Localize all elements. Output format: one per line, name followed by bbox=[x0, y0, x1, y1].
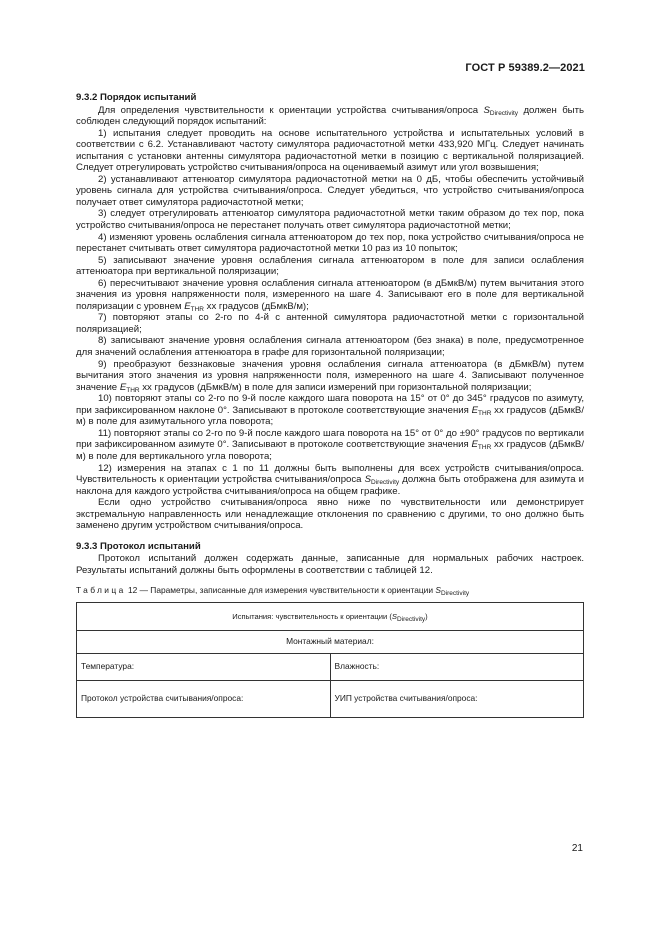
subscript-thr: THR bbox=[478, 409, 492, 417]
intro-text-b: должен быть соблюден следующий порядок испытаний: bbox=[76, 104, 584, 128]
item-12-text-b: должна быть отображена для азимута и наклона для каждого устройства считывания/опроса на общем графике. bbox=[76, 474, 584, 497]
subscript-directivity: Directivity bbox=[371, 479, 400, 487]
table-row bbox=[77, 602, 584, 630]
table-row bbox=[77, 680, 584, 717]
table-row bbox=[77, 653, 584, 680]
symbol-e: E bbox=[471, 439, 478, 451]
item-12-text-a: 12) измерения на этапах с 1 по 11 должны быть выполнены для всех устройств считывания/опроса. Чувствительность к ориентации устройства считывания/опроса bbox=[76, 462, 584, 486]
paragraph-protocol: Протокол испытаний должен содержать данные, записанные для нормальных рабочих настроек. Результаты испытаний должны быть оформлены в соответствии с таблицей 12. bbox=[76, 553, 584, 576]
list-item-8: 8) записывают значение уровня ослабления сигнала аттенюатором (без знака) в поле, предусмотренное для значений ослабления аттенюатора в графе для горизонтальной поляризации; bbox=[76, 335, 584, 359]
list-item-12 bbox=[76, 463, 584, 498]
list-item-5: 5) записывают значение уровня ослабления сигнала аттенюатором в поле для записи ослабления аттенюатора при вертикальной поляризации; bbox=[76, 254, 584, 278]
list-item-6 bbox=[76, 278, 584, 313]
table-cell-reader-protocol: Протокол устройства считывания/опроса: bbox=[77, 680, 331, 717]
list-item-2: 2) устанавливают аттенюатор симулятора радиочастотной метки на 0 дБ, чтобы обеспечить устойчивый уровень сигнала для устройства считывания/опроса. Следует убедиться, что устройство считывания/опроса получает ответ симулятора радиочастотной метки; bbox=[76, 173, 584, 208]
table-cell-temperature: Температура: bbox=[77, 653, 331, 680]
symbol-s: S bbox=[364, 474, 372, 486]
page-content bbox=[76, 92, 584, 718]
table-cell-test-type bbox=[77, 602, 584, 630]
item-6-text-a: 6) пересчитывают значение уровня ослабления сигнала аттенюатором (в дБмкВ/м) путем вычитания этого значения из уровня напряженности поля, измеренного на шаге 4. Записывают его в поле для вертикальной поляризации с уровнем bbox=[76, 277, 584, 312]
symbol-e: E bbox=[184, 300, 191, 312]
item-10-text-b: xx градусов (дБмкВ/м) в поле для азимутального угла поворота; bbox=[76, 404, 584, 428]
subscript-thr: THR bbox=[126, 386, 140, 394]
symbol-e: E bbox=[119, 381, 127, 393]
list-item-4: 4) изменяют уровень ослабления сигнала аттенюатором до тех пор, пока устройство считывания/опроса не перестанет считывать ответ симулятора радиочастотной метки 10 раз из 10 попыток; bbox=[76, 231, 584, 255]
table-caption-text: 12 — Параметры, записанные для измерения чувствительности к ориентации bbox=[125, 585, 436, 596]
intro-text-a: Для определения чувствительности к ориентации устройства считывания/опроса bbox=[98, 104, 484, 116]
item-11-text-a: 11) повторяют этапы со 2-го по 9-й после каждого шага поворота на 15° от 0° до ±90° градусов по вертикали при зафиксированном азимуте 0°. Записывают в протоколе соответствующие значения bbox=[76, 427, 584, 451]
list-item-1: 1) испытания следует проводить на основе испытательного устройства и испытательных условий в соответствии с 6.2. Устанавливают частоту симулятора радиочастотной метки 433,920 МГц. Следует начинать испытания с установки антенны симулятора радиочастотной метки в позицию с вертикальной поляризацией. Следует отрегулировать устройство считывания/опроса на оцениваемый азимут или угол возвышения; bbox=[76, 127, 584, 174]
list-item-3: 3) следует отрегулировать аттенюатор симулятора радиочастотной метки таким образом до тех пор, пока устройство считывания/опроса не перестанет получать ответ симулятора радиочастотной метки; bbox=[76, 208, 584, 232]
list-item-11 bbox=[76, 428, 584, 463]
subscript-directivity: Directivity bbox=[396, 615, 426, 623]
subscript-directivity: Directivity bbox=[489, 109, 519, 117]
document-code: ГОСТ Р 59389.2—2021 bbox=[465, 62, 585, 74]
item-9-text-b: xx градусов (дБмкВ/м) в поле для записи измерений при горизонтальной поляризации; bbox=[139, 381, 532, 393]
table-caption bbox=[76, 585, 584, 597]
symbol-e: E bbox=[471, 404, 479, 416]
subscript-thr: THR bbox=[477, 444, 492, 452]
list-item-10 bbox=[76, 393, 584, 428]
test-type-text: Испытания: чувствительность к ориентации ( bbox=[232, 611, 392, 621]
item-11-text-b: xx градусов (дБмкВ/м) в поле для вертикального угла поворота; bbox=[76, 439, 584, 462]
section-heading-9-3-3: 9.3.3 Протокол испытаний bbox=[76, 540, 201, 552]
table-cell-mounting-material: Монтажный материал: bbox=[77, 630, 584, 653]
subscript-thr: THR bbox=[190, 305, 204, 313]
table-cell-reader-uip: УИП устройства считывания/опроса: bbox=[330, 680, 584, 717]
list-item-9 bbox=[76, 359, 584, 394]
symbol-s: S bbox=[483, 104, 490, 116]
symbol-s: S bbox=[391, 611, 397, 621]
table-row bbox=[77, 630, 584, 653]
table-caption-word: Таблица bbox=[76, 585, 126, 596]
parameters-table bbox=[76, 602, 584, 718]
section-heading-9-3-2: 9.3.2 Порядок испытаний bbox=[76, 92, 197, 103]
item-10-text-a: 10) повторяют этапы со 2-го по 9-й после каждого шага поворота на 15° от 0° до 345° градусов по азимуту, при зафиксированном наклоне 0°. Записывают в протоколе соответствующие значения bbox=[76, 393, 584, 416]
test-type-close: ) bbox=[425, 611, 428, 621]
page-number: 21 bbox=[571, 843, 583, 854]
item-6-text-b: xx градусов (дБмкВ/м); bbox=[204, 300, 309, 312]
paragraph-replacement-note: Если одно устройство считывания/опроса явно ниже по чувствительности или демонстрирует экстремальную направленность или ненадлежащие отклонения по сравнению с другими, то оно должно быть заменено другим устройством считывания/опроса. bbox=[76, 497, 584, 532]
subscript-directivity: Directivity bbox=[440, 590, 470, 598]
paragraph-intro bbox=[76, 105, 584, 128]
symbol-s: S bbox=[435, 585, 441, 596]
list-item-7: 7) повторяют этапы со 2-го по 4-й с антенной симулятора радиочастотной метки с горизонтальной поляризацией; bbox=[76, 312, 584, 335]
table-cell-humidity: Влажность: bbox=[330, 653, 584, 680]
item-9-text-a: 9) преобразуют беззнаковые значения уровня ослабления сигнала аттенюатора (в дБмкВ/м) путем вычитания этого значения из уровня напряженности поля, измеренного на шаге 4. Записывают полученное значение bbox=[76, 358, 584, 393]
